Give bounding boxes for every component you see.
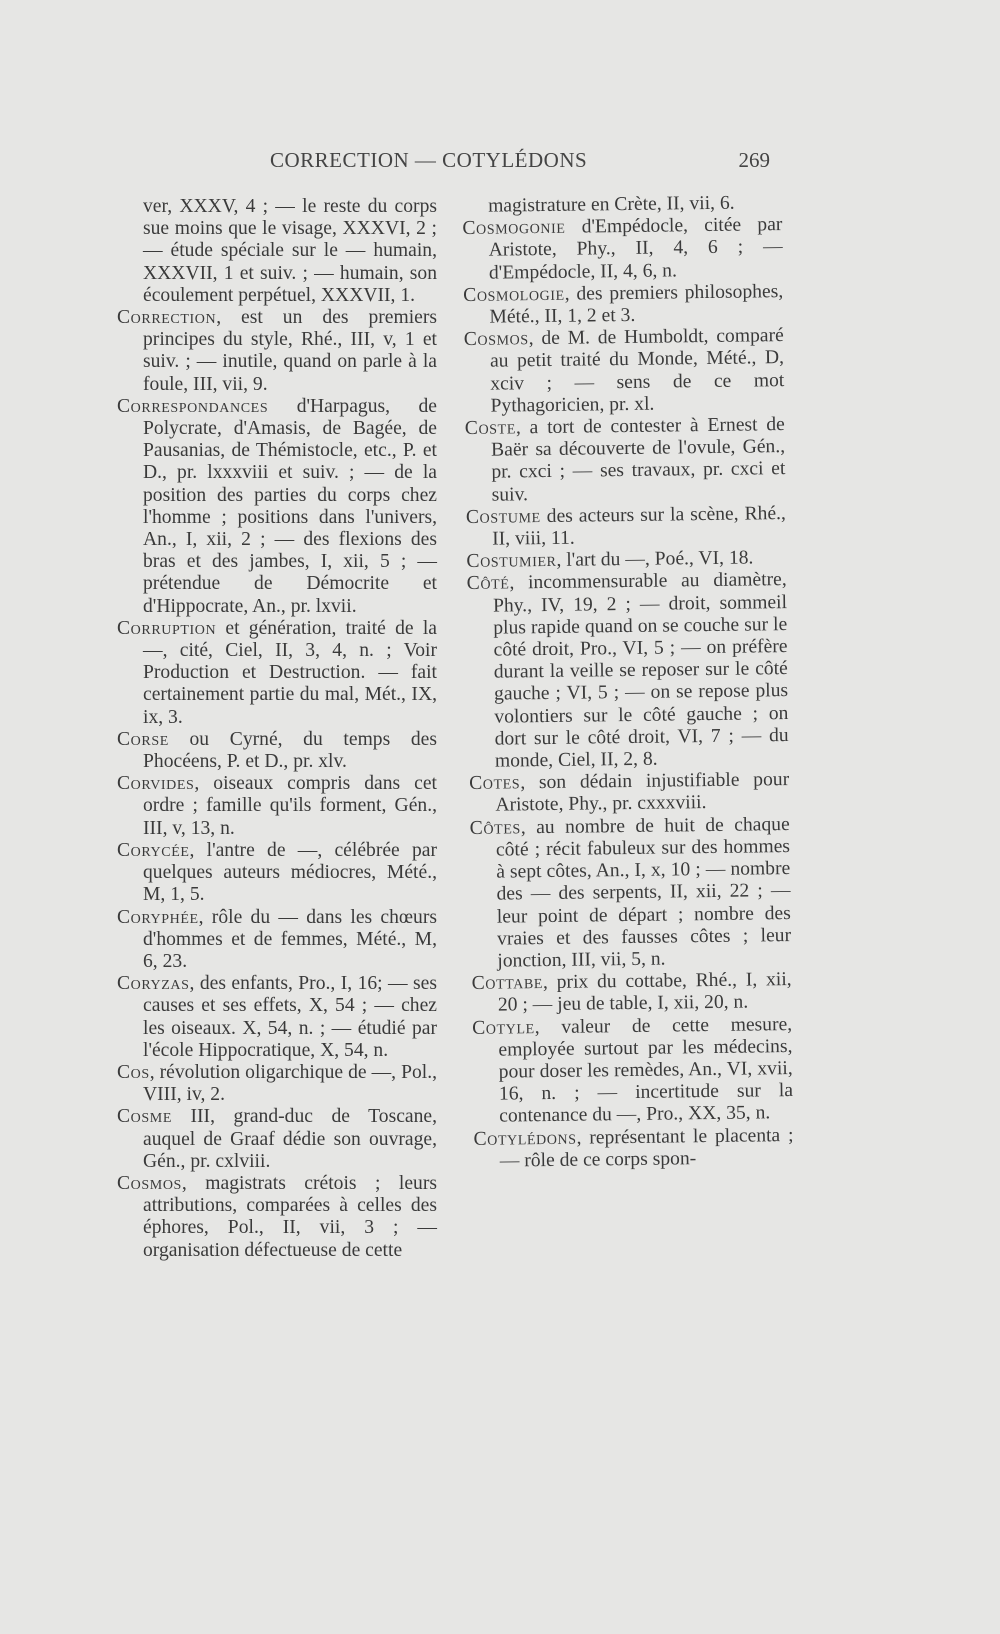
entry-headword: Corvides	[117, 773, 195, 795]
left-column	[117, 196, 437, 1262]
entry-headword: Cotyle	[472, 1016, 535, 1039]
index-entry	[117, 618, 437, 729]
entry-text: , valeur de cette mesure, employée surtout par les médecins, pour doser les remèdes, An., VI, xvii, 16, n. ; — incertitude sur la contenance du —, Pro., XX, 35, n.	[498, 1013, 794, 1127]
index-entry	[471, 969, 792, 1017]
entry-text: magistrature en Crète, II, vii, 6.	[487, 192, 735, 217]
index-entry	[464, 325, 785, 418]
index-entry	[117, 1062, 437, 1106]
entry-text: , au nombre de huit de chaque côté ; récit fabuleux sur des hommes à sept côtes, An., I, x, 10 ; — nombre des — des serpents, II, xii, 22 ; — leur point de départ ; nombre des vraies et des fausses côtes ; leur jonction, III, vii, 5, n.	[495, 813, 792, 972]
index-entry	[117, 840, 437, 907]
index-entry	[462, 214, 783, 285]
entry-headword: Cottabe	[471, 972, 544, 995]
entry-headword: Cosmos	[463, 328, 529, 351]
entry-headword: Coste	[464, 417, 517, 440]
entry-text: , a tort de contester à Ernest de Baër sa découverte de l'ovule, Gén., pr. cxci ; — ses travaux, pr. cxci et suiv.	[490, 414, 786, 506]
entry-headword: Cotes	[469, 772, 521, 795]
index-entry	[469, 769, 790, 817]
index-entry	[117, 729, 437, 773]
entry-headword: Cosme	[117, 1106, 172, 1128]
entry-headword: Côtes	[469, 817, 521, 839]
index-entry	[117, 907, 437, 974]
entry-text: , révolution oligarchique de —, Pol., VIII, iv, 2.	[143, 1061, 437, 1106]
entry-headword: Cos	[117, 1061, 150, 1083]
entry-headword: Côté	[466, 572, 510, 595]
entry-text: , est un des premiers principes du style, Rhé., III, v, 1 et suiv. ; — inutile, quand on parle à la foule, III, vii, 9.	[143, 307, 437, 395]
index-entry	[117, 396, 437, 618]
entry-headword: Coryphée	[117, 906, 199, 928]
entry-headword: Corse	[117, 728, 169, 750]
index-entry	[117, 1106, 437, 1173]
index-entry	[117, 307, 437, 396]
index-entry	[467, 570, 789, 774]
index-entry	[473, 1125, 794, 1173]
entry-text: , de M. de Humboldt, comparé au petit traité du Monde, Mété., D, xciv ; — sens de ce mot Pythagoricien, pr. xl.	[489, 325, 785, 417]
index-entry	[117, 196, 437, 307]
entry-headword: Correspondances	[117, 395, 269, 417]
entry-headword: Coryzas	[117, 973, 190, 995]
entry-text: , rôle du — dans les chœurs d'hommes et de femmes, Mété., M, 6, 23.	[143, 906, 437, 972]
entry-text: , des enfants, Pro., I, 16; — ses causes et ses effets, X, 54 ; — chez les oiseaux. X, 54, n. ; — étudié par l'école Hippocratique, X, 54, n.	[143, 973, 437, 1061]
entry-text: , l'art du —, Poé., VI, 18.	[556, 547, 754, 572]
entry-headword: Costume	[465, 505, 541, 528]
entry-headword: Corycée	[117, 839, 190, 861]
entry-text: ou Cyrné, du temps des Phocéens, P. et D., pr. xlv.	[143, 728, 437, 773]
entry-text: , des premiers philosophes, Mété., II, 1, 2 et 3.	[489, 280, 784, 328]
entry-text: , incommensurable au diamètre, Phy., IV, 19, 2 ; — droit, sommeil plus rapide quand on se couche sur le côté droit, Pro., VI, 5 ; — on préfère durant la veille se reposer sur le côté gauche ; VI, 5 ; — on se repose plus volontiers sur le côté gauche ; on dort sur le côté droit, VI, 7 ; — du monde, Ciel, II, 2, 8.	[492, 569, 789, 772]
entry-text: d'Empédocle, citée par Aristote, Phy., II, 4, 6 ; — d'Empédocle, II, 4, 6, n.	[488, 214, 783, 284]
index-entry	[472, 1014, 793, 1129]
entry-text: des acteurs sur la scène, Rhé., II, viii, 11.	[492, 502, 787, 550]
index-entry	[463, 281, 784, 329]
entry-headword: Costumier	[466, 550, 557, 573]
index-entry	[117, 1173, 437, 1262]
entry-headword: Correction	[117, 307, 217, 329]
entry-text: , l'antre de —, célébrée par quelques auteurs médiocres, Mété., M, 1, 5.	[143, 839, 437, 906]
entry-text: , son dédain injustifiable pour Aristote, Phy., pr. cxxxviii.	[495, 769, 790, 817]
index-entry	[470, 814, 792, 973]
entry-text: d'Harpagus, de Polycrate, d'Amasis, de Bagée, de Pausanias, de Thémistocle, etc., P. et D., pr. lxxxviii et suiv. ; — de la position des parties du corps chez l'homme ; positions dans l'univers, An., I, xii, 2 ; — des flexions des bras et des jambes, I, xii, 5 ; — prétendue de Démocrite et d'Hippocrate, An., pr. lxvii.	[143, 395, 437, 617]
page-number: 269	[738, 148, 770, 172]
page-header	[262, 148, 770, 182]
entry-text: et génération, traité de la —, cité, Ciel, II, 3, 4, n. ; Voir Production et Destruction. — fait certainement partie du mal, Mét., IX, ix, 3.	[143, 617, 437, 728]
entry-text: , magistrats crétois ; leurs attributions, comparées à celles des éphores, Pol., II, vii, 3 ; — organisation défectueuse de cette	[143, 1172, 437, 1261]
running-title: CORRECTION — COTYLÉDONS	[270, 148, 588, 172]
entry-headword: Cosmos	[117, 1172, 182, 1194]
entry-text: III, grand-duc de Toscane, auquel de Graaf dédie son ouvrage, Gén., pr. cxlviii.	[143, 1106, 437, 1172]
entry-text: ver, XXXV, 4 ; — le reste du corps sue moins que le visage, XXXVI, 2 ; — étude spéciale sur le — humain, XXXVII, 1 et suiv. ; — humain, son écoulement perpétuel, XXXVII, 1.	[143, 196, 437, 306]
entry-headword: Corruption	[117, 617, 217, 639]
right-column	[462, 192, 794, 1173]
index-entry	[117, 973, 437, 1062]
index-entry	[117, 773, 437, 840]
entry-text: , prix du cottabe, Rhé., I, xii, 20 ; — jeu de table, I, xii, 20, n.	[497, 969, 792, 1016]
entry-text: , représentant le placenta ; — rôle de ce corps spon-	[499, 1124, 794, 1172]
index-entry	[466, 503, 787, 551]
entry-headword: Cotylédons	[473, 1127, 577, 1150]
entry-headword: Cosmologie	[463, 283, 565, 306]
entry-text: , oiseaux compris dans cet ordre ; famille qu'ils forment, Gén., III, v, 13, n.	[143, 773, 437, 839]
index-entry	[465, 414, 786, 507]
entry-headword: Cosmogonie	[462, 216, 566, 240]
